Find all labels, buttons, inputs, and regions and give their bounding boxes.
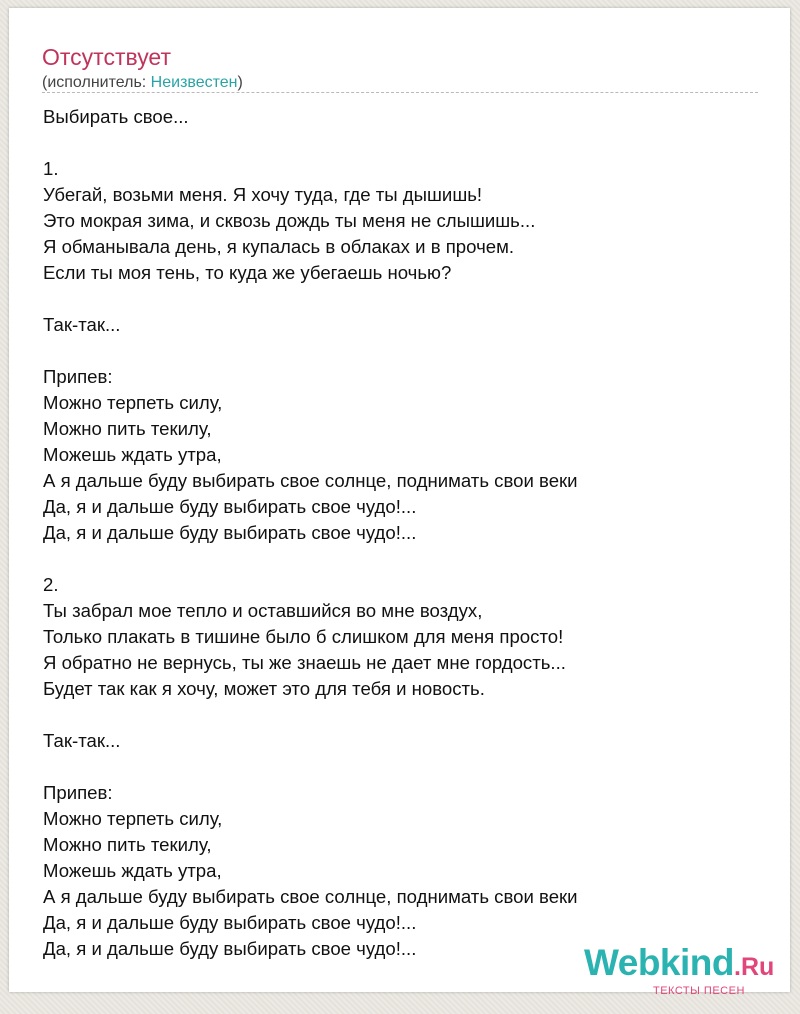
artist-line [42,73,243,93]
site-logo[interactable] [584,942,775,997]
logo-subtitle: ТЕКСТЫ ПЕСЕН [653,985,745,997]
artist-link[interactable]: Неизвестен [150,74,238,91]
title-divider [42,92,758,93]
lyrics-text: Выбирать свое... 1. Убегай, возьми меня. Я хочу туда, где ты дышишь! Это мокрая зима, и сквозь дождь ты меня не слышишь... Я обманывала день, я купалась в облаках и в прочем. Если ты моя тень, то куда же убегаешь ночью? Так-так... Припев: Можно терпеть силу, Можно пить текилу, Можешь ждать утра, А я дальше буду выбирать свое солнце, поднимать свои веки Да, я и дальше буду выбирать свое чудо!... Да, я и дальше буду выбирать свое чудо!... 2. Ты забрал мое тепло и оставшийся во мне воздух, Только плакать в тишине было б слишком для меня просто! Я обратно не вернусь, ты же знаешь не дает мне гордость... Будет так как я хочу, может это для тебя и новость. Так-так... Припев: Можно терпеть силу, Можно пить текилу, Можешь ждать утра, А я дальше буду выбирать свое солнце, поднимать свои веки Да, я и дальше буду выбирать свое чудо!... Да, я и дальше буду выбирать свое чудо!... [43,106,578,959]
artist-suffix: ) [237,74,243,91]
logo-wordmark: Webkind [584,942,734,983]
artist-prefix: (исполнитель: [42,74,151,91]
song-title: Отсутствует [42,44,171,70]
lyrics-sheet [9,8,790,997]
logo-tld: .Ru [734,953,775,981]
